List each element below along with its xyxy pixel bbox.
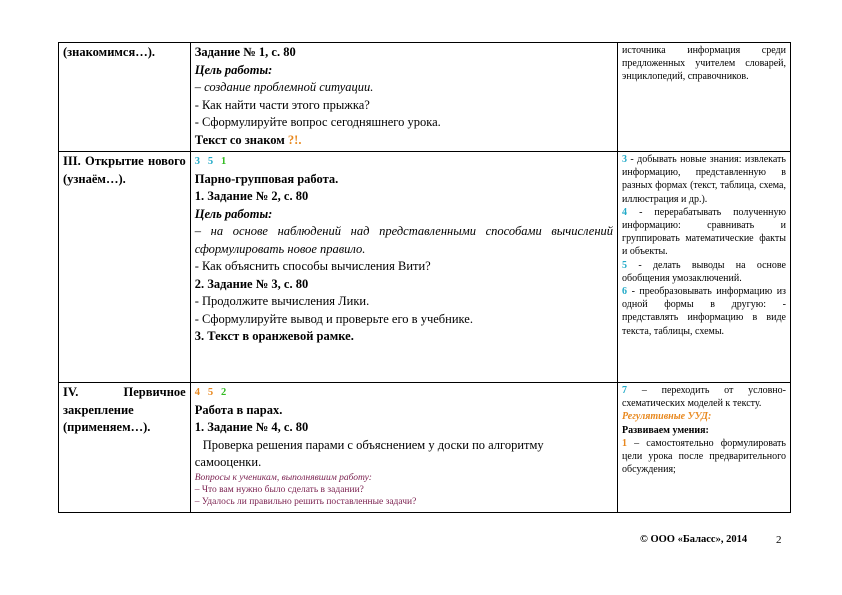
skill-number: 6 [622, 286, 628, 298]
work-type: Работа в парах. [194, 402, 283, 417]
stage-title: (знакомимся…). [63, 45, 156, 59]
work-type: Парно-групповая работа. [194, 171, 339, 186]
table-row [59, 152, 791, 383]
check-text: Проверка решения парами с объяснением у доски по алгоритму самооценки. [194, 437, 544, 469]
stage-cell [59, 383, 191, 513]
skill-number: 3 [194, 156, 200, 167]
question-item: - Сформулируйте вывод и проверьте его в учебнике. [194, 311, 473, 326]
goal-label: Цель работы: [194, 62, 273, 77]
uud-item [622, 259, 786, 285]
question-item: – Что вам нужно было сделать в задании? [194, 484, 364, 495]
uud-text: - делать выводы на основе обобщения умозаключений. [622, 259, 786, 284]
table-row [59, 43, 791, 152]
uud-cell [618, 383, 791, 513]
uud-text: источника информация среди предложенных учителем словарей, энциклопедий, справочников. [622, 45, 786, 83]
uud-text: - добывать новые знания: извлекать информацию, представленную в разных формах (текст, таблица, схема, иллюстрация и др.). [622, 154, 786, 205]
uud-cell [618, 43, 791, 152]
stage-title: III. Открытие нового (узнаём…). [63, 154, 186, 186]
activity-cell [190, 43, 617, 152]
skill-number: 3 [622, 154, 628, 165]
task-title: 1. Задание № 4, с. 80 [194, 420, 309, 434]
skill-numbers [195, 384, 613, 402]
uud-item [622, 384, 786, 410]
table-row [59, 383, 791, 513]
copyright: © ООО «Баласс», 2014 [640, 534, 748, 545]
sign-line [195, 132, 613, 150]
goal-text: – создание проблемной ситуации. [194, 80, 374, 94]
sign-mark: ?!. [287, 132, 302, 147]
uud-item [622, 285, 786, 338]
stage-title: IV. Первичное закрепление (применяем…). [63, 385, 186, 434]
skill-number: 1 [622, 437, 628, 449]
lesson-plan-table [58, 42, 791, 513]
uud-item [622, 206, 786, 259]
activity-cell [190, 383, 617, 513]
develop-label: Развиваем умения: [622, 424, 709, 436]
sign-text: Текст со знаком [194, 132, 288, 147]
questions-title: Вопросы к ученикам, выполнявшим работу: [194, 472, 372, 483]
stage-cell [59, 152, 191, 383]
uud-text: – самостоятельно формулировать цели урока после предварительного обсуждения; [622, 437, 786, 476]
skill-number: 4 [622, 206, 628, 218]
skill-number: 5 [207, 156, 214, 167]
uud-item [622, 153, 786, 206]
skill-number: 5 [622, 259, 628, 271]
uud-item [622, 437, 786, 477]
task-title: 3. Текст в оранжевой рамке. [194, 329, 354, 343]
activity-cell [190, 152, 617, 383]
skill-number: 2 [220, 387, 227, 398]
skill-numbers [195, 153, 613, 171]
goal-text: – на основе наблюдений над представленными способами вычислений сформулировать новое правило. [194, 224, 614, 256]
task-title: Задание № 1, с. 80 [194, 45, 296, 59]
question-item: – Удалось ли правильно решить поставленные задачи? [194, 496, 417, 507]
question-item: - Как найти части этого прыжка? [194, 97, 370, 112]
uud-section-title: Регулятивные УУД: [622, 411, 712, 423]
stage-cell [59, 43, 191, 152]
task-title: 1. Задание № 2, с. 80 [194, 189, 309, 203]
question-item: - Продолжите вычисления Лики. [194, 294, 370, 308]
uud-text: - перерабатывать полученную информацию: сравнивать и группировать математические факты и объекты. [622, 206, 786, 258]
skill-number: 7 [622, 385, 628, 396]
uud-cell [618, 152, 791, 383]
skill-number: 4 [194, 387, 200, 398]
page-number: 2 [776, 534, 782, 546]
skill-number: 5 [207, 387, 214, 398]
task-title: 2. Задание № 3, с. 80 [194, 276, 309, 291]
uud-text: - преобразовывать информацию из одной формы в другую: - представлять информацию в виде текста, таблицы, схемы. [622, 286, 786, 337]
skill-number: 1 [220, 156, 227, 167]
question-item: - Сформулируйте вопрос сегодняшнего урока. [194, 115, 441, 129]
uud-text: – переходить от условно-схематических моделей к тексту. [622, 385, 786, 410]
question-item: - Как объяснить способы вычисления Вити? [194, 259, 431, 273]
goal-label: Цель работы: [194, 206, 273, 221]
